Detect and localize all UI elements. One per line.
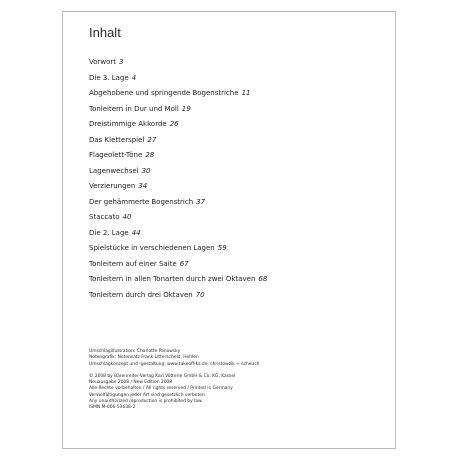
credit-music-engraving: Notengrafik: Notensatz Frank Litterscheid, Hehlen [89,355,199,361]
toc-entry-title: Vorwort [89,58,117,66]
toc-entry-title: Spielstücke in verschiedenen Lagen [89,244,215,252]
toc-entry-page: 68 [258,275,268,283]
credit-cover-design: Umschlagkonzept und -gestaltung: www.takeoff-ks.de, christowzik + scheuch [89,361,260,367]
toc-entry [89,71,267,87]
toc-entry-title: Flageolett-Töne [89,151,143,159]
toc-entry [89,86,267,102]
toc-entry-title: Der gehämmerte Bogenstrich [89,197,194,206]
toc-entry [89,55,267,71]
toc-entry-page: 26 [169,120,179,128]
toc-entry [89,272,267,288]
rights-line: Alle Rechte vorbehalten / All rights reserved / Printed in Germany [89,386,233,392]
toc-entry-page: 28 [145,151,155,159]
toc-entry [89,288,267,304]
toc-entry-page: 34 [138,182,148,190]
toc-entry [89,226,267,242]
toc-entry [89,257,267,273]
toc-entry [89,117,267,133]
toc-entry-page: 67 [179,259,189,268]
toc-entry [89,164,267,180]
toc-entry-title: Die 3. Lage [89,73,129,82]
reproduction-notice-en: Any unauthorized reproduction is prohibited by law. [89,399,203,405]
ismn-number: ISMN M-006-53638-2 [89,405,136,411]
toc-entry [89,179,267,195]
toc-entry-page: 3 [119,58,124,66]
copyright-line: © 2008 by Bärenreiter-Verlag Karl Vötterle GmbH & Co. KG, Kassel [89,373,236,379]
toc-entry-page: 19 [181,104,191,113]
table-of-contents [89,55,267,303]
toc-entry-title: Das Kletterspiel [89,135,145,144]
toc-entry-page: 4 [131,73,137,82]
imprint-credits [89,349,259,412]
toc-entry-page: 59 [217,244,227,252]
toc-entry-title: Abgehobene und springende Bogenstriche [89,89,239,97]
toc-entry-page: 30 [141,166,151,175]
toc-entry-page: 70 [195,290,205,299]
toc-entry-page: 37 [196,197,206,206]
toc-entry [89,133,267,149]
toc-entry-title: Tonleitern in allen Tonarten durch zwei Oktaven [89,275,256,283]
toc-entry-page: 11 [241,89,251,97]
toc-entry-page: 44 [131,228,141,237]
toc-entry [89,148,267,164]
toc-entry-title: Tonleitern durch drei Oktaven [89,290,193,299]
toc-entry-title: Dreistimmige Akkorde [89,120,167,128]
edition-line: Neuausgabe 2008 / New Edition 2008 [89,380,173,386]
reproduction-notice-de: Vervielfältigungen jeder Art sind gesetzlich verboten. [89,392,207,398]
book-page [62,11,396,449]
toc-entry [89,241,267,257]
toc-entry-title: Staccato [89,213,120,221]
toc-entry-title: Die 2. Lage [89,228,129,237]
toc-entry-title: Verzierungen [89,182,136,190]
toc-entry-title: Tonleitern auf einer Saite [89,259,177,268]
page-title: Inhalt [89,25,121,40]
toc-entry-title: Tonleitern in Dur und Moll [89,104,179,113]
toc-entry-page: 40 [122,213,132,221]
toc-entry-title: Lagenwechsel [89,166,139,175]
toc-entry-page: 27 [147,135,157,144]
toc-entry [89,195,267,211]
toc-entry [89,102,267,118]
toc-entry [89,210,267,226]
credit-cover-illustration: Umschlagillustration: Charlotte Panowsky [89,349,181,354]
